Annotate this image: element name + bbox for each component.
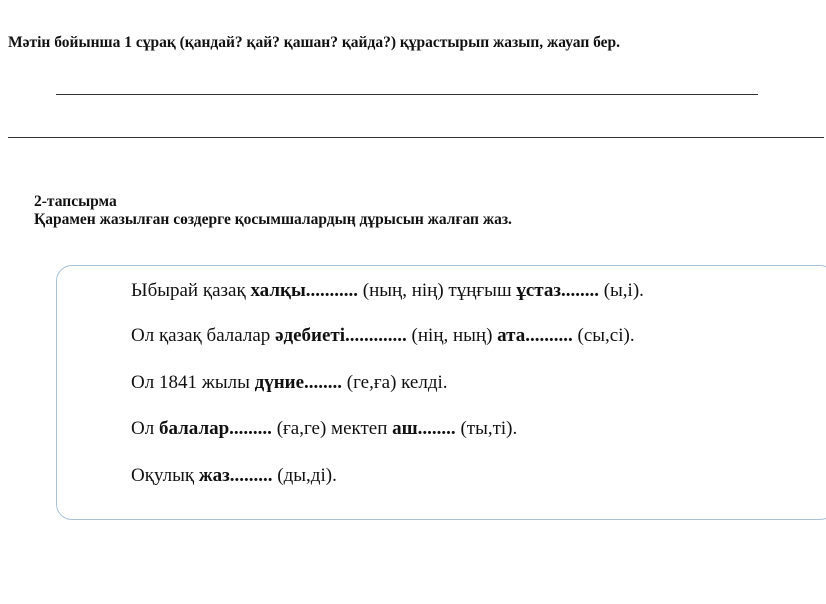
sentence-text: (ге,ға) келді. (342, 372, 448, 393)
task2-instruction: Қарамен жазылған сөздерге қосымшалардың дұрысын жалғап жаз. (34, 211, 512, 228)
sentence-text: (нің, ның) (406, 325, 498, 346)
sentence-5 (131, 465, 337, 487)
sentence-text: (ның, нің) тұңғыш (358, 280, 517, 301)
bold-word: ұстаз........ (516, 280, 599, 301)
sentence-1 (131, 280, 644, 302)
sentence-text: Ыбырай қазақ (131, 280, 251, 301)
task2-title: 2-тапсырма (34, 193, 117, 210)
sentence-3 (131, 372, 448, 394)
bold-word: әдебиеті............. (275, 325, 407, 346)
sentence-text: Ол қазақ балалар (131, 325, 276, 346)
bold-word: дүние........ (254, 372, 343, 393)
sentence-text: Ол (131, 418, 159, 439)
sentence-4 (131, 418, 517, 440)
sentence-text: Оқулық (131, 465, 199, 486)
task1-heading: Мәтін бойынша 1 сұрақ (қандай? қай? қашан? қайда?) құрастырып жазып, жауап бер. (8, 34, 621, 51)
bold-word: балалар......... (158, 418, 272, 439)
bold-word: аш........ (392, 418, 456, 439)
bold-word: жаз......... (198, 465, 273, 486)
sentence-text: Ол 1841 жылы (131, 372, 255, 393)
sentence-text: (ға,ге) мектеп (271, 418, 393, 439)
answer-line-2 (8, 137, 824, 138)
sentence-text: (ды,ді). (272, 465, 337, 486)
sentence-2 (131, 325, 635, 347)
sentence-text: (сы,сі). (572, 325, 635, 346)
sentence-text: (ы,і). (598, 280, 644, 301)
sentence-text: (ты,ті). (455, 418, 518, 439)
bold-word: ата.......... (497, 325, 573, 346)
answer-line-1 (56, 94, 758, 95)
bold-word: халқы........... (250, 280, 359, 301)
